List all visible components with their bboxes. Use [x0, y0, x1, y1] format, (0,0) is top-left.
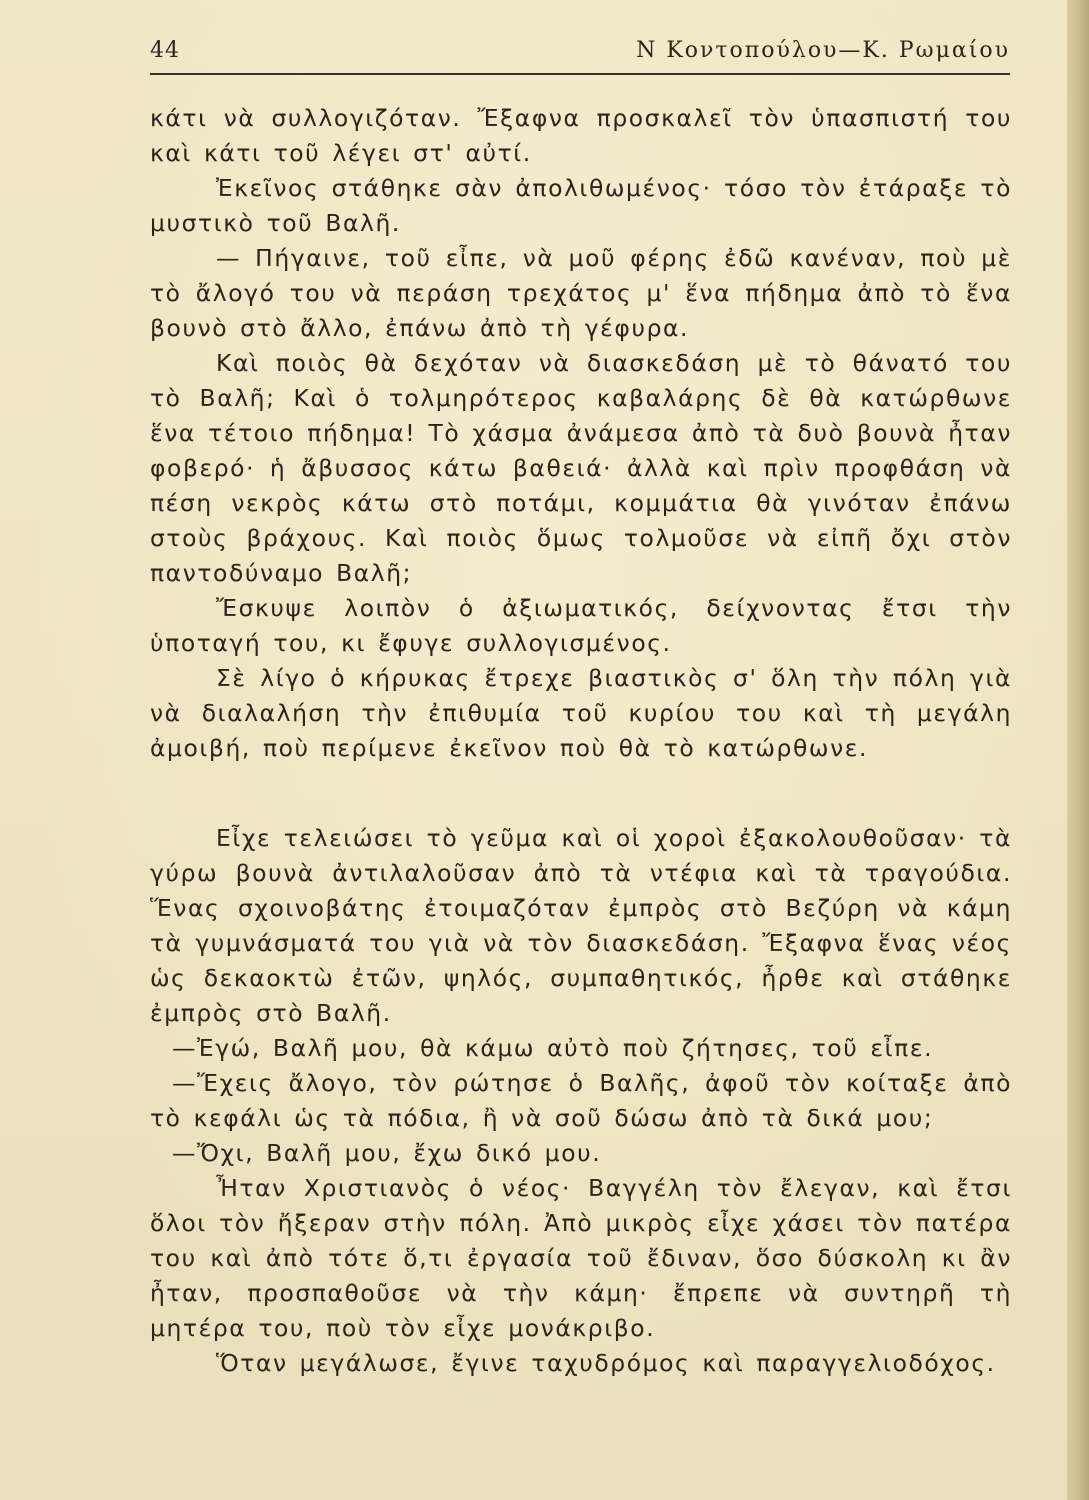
section-break [150, 766, 1012, 821]
paragraph: Εἶχε τελειώσει τὸ γεῦμα καὶ οἱ χοροὶ ἐξακολουθοῦσαν· τὰ γύρω βουνὰ ἀντιλαλοῦσαν ἀπὸ τὰ ντέφια καὶ τὰ τραγούδια. Ἕνας σχοινοβάτης ἐτοιμαζόταν ἐμπρὸς στὸ Βεζύρη νὰ κάμη τὰ γυμνάσματά του γιὰ νὰ τὸν διασκεδάση. Ἔξαφνα ἕνας νέος ὡς δεκαοκτὼ ἐτῶν, ψηλός, συμπαθητικός, ἦρθε καὶ στάθηκε ἐμπρὸς στὸ Βαλῆ. [150, 824, 1012, 1027]
header-rule [150, 73, 1010, 75]
paragraph: Σὲ λίγο ὁ κήρυκας ἔτρεχε βιαστικὸς σ' ὅλη τὴν πόλη γιὰ νὰ διαλαλήση τὴν ἐπιθυμία τοῦ κυρίου του καὶ τὴ μεγάλη ἀμοιβή, ποὺ περίμενε ἐκεῖνον ποὺ θὰ τὸ κατώρθωνε. [150, 664, 1012, 762]
paragraph: Ἦταν Χριστιανὸς ὁ νέος· Βαγγέλη τὸν ἔλεγαν, καὶ ἔτσι ὅλοι τὸν ἤξεραν στὴν πόλη. Ἀπὸ μικρὸς εἶχε χάσει τὸν πατέρα του καὶ ἀπὸ τότε ὅ,τι ἐργασία τοῦ ἔδιναν, ὅσο δύσκολη κι ἂν ἦταν, προσπαθοῦσε νὰ τὴν κάμη· ἔπρεπε νὰ συντηρῆ τὴ μητέρα του, ποὺ τὸν εἶχε μονάκριβο. [150, 1174, 1012, 1342]
dialog-paragraph: —Ἐγώ, Βαλῆ μου, θὰ κάμω αὐτὸ ποὺ ζήτησες, τοῦ εἶπε. [172, 1034, 934, 1062]
paragraph: Ἔσκυψε λοιπὸν ὁ ἀξιωματικός, δείχνοντας ἔτσι τὴν ὑποταγή του, κι ἔφυγε συλλογισμένος. [150, 594, 1012, 657]
paragraph: Ἐκεῖνος στάθηκε σὰν ἀπολιθωμένος· τόσο τὸν ἐτάραξε τὸ μυστικὸ τοῦ Βαλῆ. [150, 174, 1012, 237]
paragraph: Καὶ ποιὸς θὰ δεχόταν νὰ διασκεδάση μὲ τὸ θάνατό του τὸ Βαλῆ; Καὶ ὁ τολμηρότερος καβαλάρης δὲ θὰ κατώρθωνε ἕνα τέτοιο πήδημα! Τὸ χάσμα ἀνάμεσα ἀπὸ τὰ δυὸ βουνὰ ἦταν φοβερό· ἡ ἄβυσσος κάτω βαθειά· ἀλλὰ καὶ πρὶν προφθάση νὰ πέση νεκρὸς κάτω στὸ ποτάμι, κομμάτια θὰ γινόταν ἐπάνω στοὺς βράχους. Καὶ ποιὸς ὅμως τολμοῦσε νὰ εἰπῆ ὄχι στὸν παντοδύναμο Βαλῆ; [150, 349, 1012, 587]
running-head [150, 38, 1010, 72]
page-number: 44 [150, 38, 180, 63]
paragraph: Ὅταν μεγάλωσε, ἔγινε ταχυδρόμος καὶ παραγγελιοδόχος. [216, 1349, 996, 1377]
body-text [150, 101, 1012, 1381]
dialog-paragraph: —Ὄχι, Βαλῆ μου, ἔχω δικό μου. [172, 1139, 602, 1167]
dialog-paragraph: —Ἔχεις ἄλογο, τὸν ρώτησε ὁ Βαλῆς, ἀφοῦ τὸν κοίταξε ἀπὸ τὸ κεφάλι ὡς τὰ πόδια, ἢ νὰ σοῦ δώσω ἀπὸ τὰ δικά μου; [150, 1069, 1012, 1132]
running-title: Ν Κοντοπούλου—Κ. Ρωμαίου [636, 38, 1010, 63]
paragraph-continuation: κάτι νὰ συλλογιζόταν. Ἔξαφνα προσκαλεῖ τὸν ὑπασπιστή του καὶ κάτι τοῦ λέγει στ' αὐτί. [150, 104, 1012, 167]
page-edge-shadow [1067, 0, 1089, 1500]
dialog-paragraph: — Πήγαινε, τοῦ εἶπε, νὰ μοῦ φέρης ἐδῶ κανέναν, ποὺ μὲ τὸ ἄλογό του νὰ περάση τρεχάτος μ' ἕνα πήδημα ἀπὸ τὸ ἕνα βουνὸ στὸ ἄλλο, ἐπάνω ἀπὸ τὴ γέφυρα. [150, 244, 1012, 342]
